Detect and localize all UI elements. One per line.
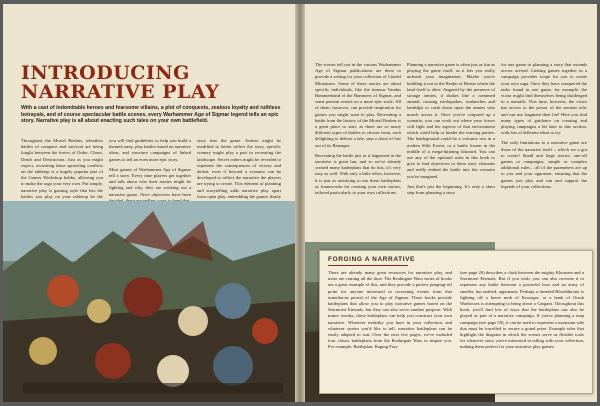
book-gutter	[295, 4, 305, 402]
sidebar-column-2	[460, 270, 584, 388]
left-column-3	[197, 138, 281, 202]
right-column-1	[315, 62, 401, 244]
right-col1-para2: Recreating the battle just as it happened in the narrative is great fun, and so we've already created many battleplans that do this, it's very easy as well. With only a little effort, however, it is just as satisfying to use these battleplans as frameworks for creating your own stories, tailored particularly to your own collections.	[315, 152, 401, 196]
right-col2-para2: Just that's just the beginning. It's only a short step from planning a story	[407, 183, 495, 196]
right-col3-para2: The only limitations to a narrative game are those of the narrative itself – which we a got to create! Small and large stories, one-off games or campaigns, simple or complex additional rules – all of the parameters are up to you and your opponent, ensuring that the games you play and can and support the legends of your collections.	[501, 140, 587, 189]
left-col1-text: Throughout the Mortal Realms, relentless battles of conquest and survival are being fought between the forces of Order, Chaos, Death and Destruction. Just as you might expect, recreating these sprawling conflicts on the tabletop is a hugely popular part of the Games Workshop hobby, allowing you to make the saga your very own. Put simply, narrative play is gaming style that lets the battles you play on your tabletop be the	[21, 138, 103, 199]
sidebar-col2-text: (see page 26) describes a clash between the mighty Khornate and a Stormcast Eternals. But if you wish, you can also recreate it to represent any battle between a powerful host and an army of smaller, but unified, opponents. Perhaps a dreaded Bloodthirster is fighting off a brave mob of Kroxigor, or a bank of Orruk Warbosses is attempting to bring down a Gargant. Throughout this book, you'll find lots of ways that the battleplans can also be played as part of a narrative campaign. If you're planning a map campaign (see page 50), it can be used to represent a mountain side that must be travelled to secure a grand prize. Example tales that highlight the diagram in which the scenes serve as flexible tools for whatever story you're interested in telling with your collection, making them perfect for your narrative play games.	[460, 270, 584, 350]
title-line-2: NARRATIVE PLAY	[21, 81, 220, 103]
miniatures-battle-photo	[3, 201, 295, 402]
left-column-2	[109, 138, 191, 202]
left-page	[3, 4, 295, 402]
sidebar-heading-rule	[328, 265, 408, 266]
right-col3-para1: for one game to planning a story that extends across several. Linking games together in a campaign provides scope for you to create your own saga. Once they have conquered the tasks found in one game, for example, the victor might find themselves being challenged to a rematch. This time, however, the victor has access to the power of the ancient relic and can use fragment their foe! Here you find many types of guidance on creating and playing campaigns a bit later in this section, with lots of different ideas to try.	[501, 62, 587, 136]
right-col2-para1: Planning a narrative game is often just as fun as playing the game itself, as it lets you really unleash your imagination. Maybe you're building it out in the Realm of Beasts where the land itself is alive. Angered by the presence of strange armies, it shakes like a crammed animal, causing earthquakes, avalanches and landslips to crash down upon the armies who march across it. Once you've conjured up a scenario, you can work out where your forces will fight and the aspects of that environment which could help or hinder the warring parties. The battleground could be a volcanic rest in a molten Slith Forest, or a battle frozen in the middle of a mega-thinning blizzard. You can use any of the optional rules in this book to give to find objectives to these story elements and really embed the battle into the scenario you've imagined.	[407, 62, 495, 179]
left-col3-text: story into the game. Armies might be modified to better reflect the story, specific scenery might play a part in recreating the landscape. Secret orders might be revealed to represent the consequences of victory and defeat, even if beyond a scenario can be developed to reflect the narrative the players are trying to create. This element of planning and storytelling adds narrative play apart from open play, embedding the games firmly	[197, 138, 281, 199]
forging-a-narrative-sidebar	[319, 250, 593, 394]
sidebar-heading: FORGING A NARRATIVE	[328, 256, 415, 263]
left-column-1	[21, 138, 103, 202]
battle-scene-illustration	[3, 201, 295, 402]
right-column-3	[501, 62, 587, 244]
intro-paragraph: With a cast of indomitable heroes and fearsome villains, a plot of conquests, zealous loyalty and ruthless betrayals, and of course spectacular battle scenes, every Warhammer Age of Sigmar legend tells an epic story. Narrative play is all about enacting such tales on your own battlefield.	[21, 105, 281, 125]
right-page	[305, 4, 597, 402]
sidebar-col1-text: There are already many great resources for narrative play, and more are coming all the time. The Realmgate Wars series of books are a great example of this, and they provide a perfect jumping-off point for anyone interested in recreating events from that tumultuous period of the Age of Sigmar. These books provide battleplans that allow you to play narrative games based on the Stormcast Eternals, but they can also serve another purpose. With minor tweaks, these battleplans can help you construct your own narrative. Whatever mobility you have in your collection, and whatever stories you'd like to tell, narrative battleplans can be easily adapted to suit. Over the next few pages, we've included four classic battleplans from the Realmgate Wars to inspire you. For example, Battleplan: Raging Fury	[328, 270, 452, 350]
title-line-1: INTRODUCING	[21, 62, 190, 84]
left-col2-para2: Most games of Warhammer Age of Sigmar tell a story. Every time players get together and talk about who their armies might be fighting and why, they are working out a narrative game. Once objectives have been	[109, 166, 191, 197]
right-col1-para1: The stories tell out in the various Warhammer Age of Sigmar publications are there to provide a setting for your collection of Citadel Miniatures. Some of these stories are about specific individuals, like the famous Vandus Hammerhand of the Hammers of Sigmar, and some present events on a more epic scale. All of them, however, can provide inspiration for games you might want to play. Recreating a battle from the history of the Mortal Realms is a great place to start, as there are so many different types of battles to choose from, each delighting to deliver a tale, step a cheat of fate out of its Ramages.	[315, 62, 401, 148]
right-column-2	[407, 62, 495, 244]
sidebar-column-1	[328, 270, 452, 388]
page-title	[21, 64, 281, 102]
left-col2-para1: you will find guidelines to help you build a themed army, play battles based on narrative ideas, and structure campaigns of linked games to tell an even more epic story.	[109, 138, 191, 162]
